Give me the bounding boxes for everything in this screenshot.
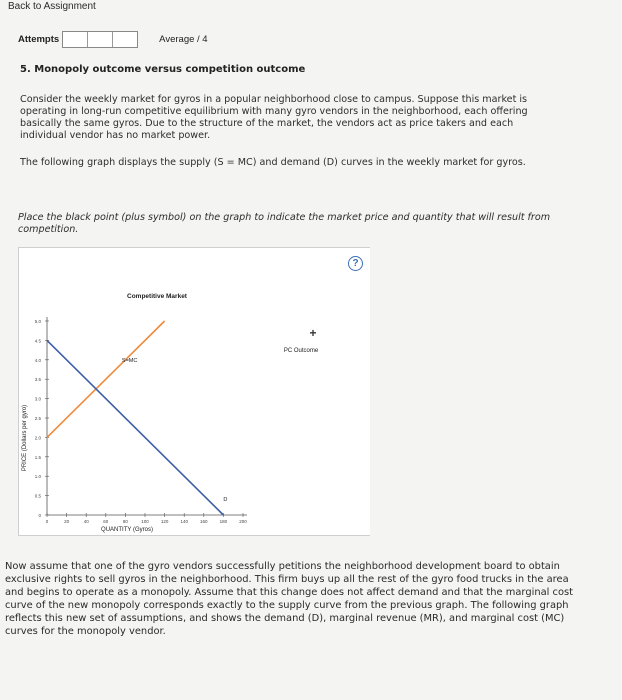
y-tick-label: 1.0 [34,474,41,480]
chart-title: Competitive Market [127,293,187,300]
attempt-boxes [62,31,138,48]
x-tick-label: 200 [239,519,247,524]
y-tick-label: 0 [38,513,41,518]
pc-outcome-label: PC Outcome [283,348,319,354]
x-tick-label: 60 [103,519,109,524]
x-axis-label: QUANTITY (Gyros) [101,527,153,533]
y-tick-label: 5.0 [34,319,41,324]
instruction-text: Place the black point (plus symbol) on the graph to indicate the market price and quantity that will result from competition. [18,212,551,235]
attempt-box [88,32,113,47]
attempt-box [113,32,137,47]
pc-outcome-plus-tool[interactable]: + [309,326,317,340]
x-tick-label: 120 [160,519,169,524]
average-label: Average / 4 [159,34,208,45]
y-axis-label: PRICE (Dollars per gyro) [22,404,28,472]
followup-paragraph: Now assume that one of the gyro vendors successfully petitions the neighborhood development board to obtain exclusive rights to sell gyros in the neighborhood. This firm buys up all the rest of the gyro food trucks in the area and begins to operate as a monopoly. Assume that this change does not affect demand and that the marginal cost curve of the new monopoly corresponds exactly to the supply curve from the previous graph. The following graph reflects this new set of assumptions, and shows the demand (D), marginal revenue (MR), and marginal cost (MC) curves for the monopoly vendor. [5,561,574,637]
y-tick-label: 0.5 [34,493,41,499]
question-paragraph-1: Consider the weekly market for gyros in a popular neighborhood close to campus. Suppose this market is operating in long-run competitive equilibrium with many gyro vendors in the neighborhood, each offering basically the same gyros. Due to the structure of the market, the vendors act as price takers and each individual vendor has no market power. [20,94,528,141]
back-to-assignment-link[interactable]: Back to Assignment [8,1,96,12]
x-tick-label: 40 [83,519,89,524]
series-label-d: D [223,497,228,503]
x-tick-label: 0 [45,519,49,524]
attempts-label: Attempts [18,34,60,45]
x-tick-label: 180 [219,519,228,524]
y-tick-label: 3.0 [34,396,41,402]
series-line-s-mc [47,321,165,437]
attempts-row [18,31,208,48]
series-label-s-mc: S=MC [121,358,138,365]
y-tick-label: 3.5 [34,377,41,383]
question-paragraph-2: The following graph displays the supply (S = MC) and demand (D) curves in the weekly market for gyros. [20,157,526,168]
competitive-market-chart[interactable] [19,248,370,535]
x-tick-label: 160 [200,519,208,524]
x-tick-label: 20 [64,519,70,524]
y-tick-label: 1.5 [34,454,41,460]
question-title: 5. Monopoly outcome versus competition outcome [20,64,306,75]
x-tick-label: 80 [122,519,128,524]
y-tick-label: 2.0 [34,435,41,441]
x-tick-label: 100 [141,519,149,524]
y-tick-label: 4.0 [34,357,41,363]
help-icon[interactable]: ? [348,256,363,271]
x-tick-label: 140 [180,519,188,524]
y-tick-label: 4.5 [34,338,41,344]
graph-panel [18,247,370,536]
attempt-box [63,32,88,47]
series-line-d [47,340,223,515]
y-tick-label: 2.5 [34,416,41,421]
